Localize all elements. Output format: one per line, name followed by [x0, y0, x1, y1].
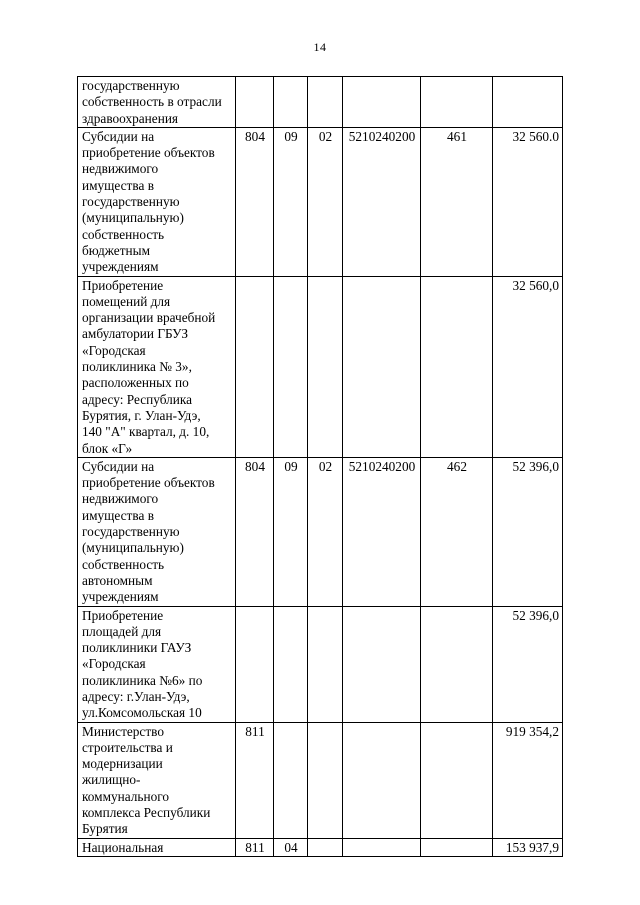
cell-amount: 32 560.0 — [493, 127, 563, 276]
cell-expense-type — [421, 77, 493, 128]
description-line: здравоохранения — [82, 110, 179, 126]
description-line: Национальная — [82, 839, 164, 855]
description-line: модернизации — [82, 756, 163, 772]
description-line: государственную — [82, 194, 180, 210]
description-line: 140 "А" квартал, д. 10, — [82, 424, 210, 440]
table-row — [78, 606, 563, 722]
cell-section-code — [274, 276, 308, 457]
budget-table-body — [78, 77, 563, 857]
cell-target-article: 5210240200 — [343, 457, 421, 606]
description-line: жилищно- — [82, 772, 141, 788]
description-line: строительства и — [82, 739, 173, 755]
cell-ministry-code: 811 — [236, 722, 274, 838]
cell-section-code — [274, 77, 308, 128]
description-line: Министерство — [82, 723, 164, 739]
cell-ministry-code: 811 — [236, 838, 274, 856]
table-row — [78, 838, 563, 856]
cell-section-code: 09 — [274, 127, 308, 276]
cell-ministry-code: 804 — [236, 127, 274, 276]
description-line: помещений для — [82, 293, 171, 309]
description-line: государственную — [82, 78, 180, 93]
description-line: расположенных по — [82, 375, 189, 391]
description-line: Приобретение — [82, 607, 164, 623]
cell-subsection-code — [308, 606, 343, 722]
description-line: имущества в — [82, 177, 154, 193]
cell-amount: 919 354,2 — [493, 722, 563, 838]
cell-subsection-code: 02 — [308, 457, 343, 606]
description-line: адресу: Республика — [82, 391, 193, 407]
description-line: государственную — [82, 524, 180, 540]
description-line: ул.Комсомольская 10 — [82, 705, 202, 721]
cell-subsection-code — [308, 838, 343, 856]
table-row — [78, 276, 563, 457]
description-line: поликлиники ГАУЗ — [82, 640, 192, 656]
cell-description — [78, 77, 236, 128]
description-line: (муниципальную) — [82, 540, 184, 556]
description-line: Субсидии на — [82, 458, 155, 474]
description-line: недвижимого — [82, 491, 159, 507]
description-line: бюджетным — [82, 242, 150, 258]
description-line: поликлиника № 3», — [82, 359, 192, 375]
page-number: 14 — [313, 40, 327, 54]
description-line: площадей для — [82, 623, 162, 639]
cell-section-code — [274, 606, 308, 722]
cell-amount: 32 560,0 — [493, 276, 563, 457]
cell-expense-type: 462 — [421, 457, 493, 606]
cell-description — [78, 838, 236, 856]
description-line: Бурятия, г. Улан-Удэ, — [82, 407, 201, 423]
cell-ministry-code: 804 — [236, 457, 274, 606]
cell-description — [78, 606, 236, 722]
description-line: Бурятия — [82, 821, 128, 837]
cell-section-code: 09 — [274, 457, 308, 606]
description-line: имущества в — [82, 507, 154, 523]
description-line: приобретение объектов — [82, 475, 215, 491]
cell-expense-type — [421, 722, 493, 838]
description-line: приобретение объектов — [82, 145, 215, 161]
description-line: Приобретение — [82, 277, 164, 293]
table-row — [78, 77, 563, 128]
table-row — [78, 457, 563, 606]
cell-subsection-code: 02 — [308, 127, 343, 276]
cell-target-article — [343, 77, 421, 128]
cell-section-code — [274, 722, 308, 838]
cell-expense-type — [421, 606, 493, 722]
description-line: блок «Г» — [82, 440, 133, 456]
cell-target-article — [343, 606, 421, 722]
cell-amount: 52 396,0 — [493, 457, 563, 606]
cell-target-article — [343, 838, 421, 856]
description-line: собственность — [82, 226, 165, 242]
cell-amount: 52 396,0 — [493, 606, 563, 722]
description-line: учреждениям — [82, 589, 159, 605]
cell-target-article — [343, 276, 421, 457]
cell-target-article — [343, 722, 421, 838]
description-line: амбулатории ГБУЗ — [82, 326, 189, 342]
cell-description — [78, 722, 236, 838]
cell-expense-type: 461 — [421, 127, 493, 276]
description-line: недвижимого — [82, 161, 159, 177]
cell-ministry-code — [236, 77, 274, 128]
description-line: адресу: г.Улан-Удэ, — [82, 688, 190, 704]
cell-ministry-code — [236, 276, 274, 457]
description-line: «Городская — [82, 656, 146, 672]
table-row — [78, 722, 563, 838]
description-line: организации врачебной — [82, 310, 216, 326]
cell-description — [78, 276, 236, 457]
description-line: коммунального — [82, 788, 170, 804]
description-line: Субсидии на — [82, 128, 155, 144]
cell-amount: 153 937,9 — [493, 838, 563, 856]
cell-amount — [493, 77, 563, 128]
budget-table — [77, 76, 563, 857]
cell-ministry-code — [236, 606, 274, 722]
cell-description — [78, 457, 236, 606]
description-line: учреждениям — [82, 259, 159, 275]
cell-section-code: 04 — [274, 838, 308, 856]
table-row — [78, 127, 563, 276]
cell-target-article: 5210240200 — [343, 127, 421, 276]
description-line: «Городская — [82, 342, 146, 358]
description-line: автономным — [82, 572, 153, 588]
description-line: собственность — [82, 556, 165, 572]
cell-expense-type — [421, 838, 493, 856]
description-line: собственность в отрасли — [82, 94, 222, 110]
description-line: комплекса Республики — [82, 805, 211, 821]
cell-subsection-code — [308, 77, 343, 128]
cell-subsection-code — [308, 276, 343, 457]
description-line: поликлиника №6» по — [82, 672, 203, 688]
description-line: (муниципальную) — [82, 210, 184, 226]
cell-description — [78, 127, 236, 276]
cell-subsection-code — [308, 722, 343, 838]
cell-expense-type — [421, 276, 493, 457]
